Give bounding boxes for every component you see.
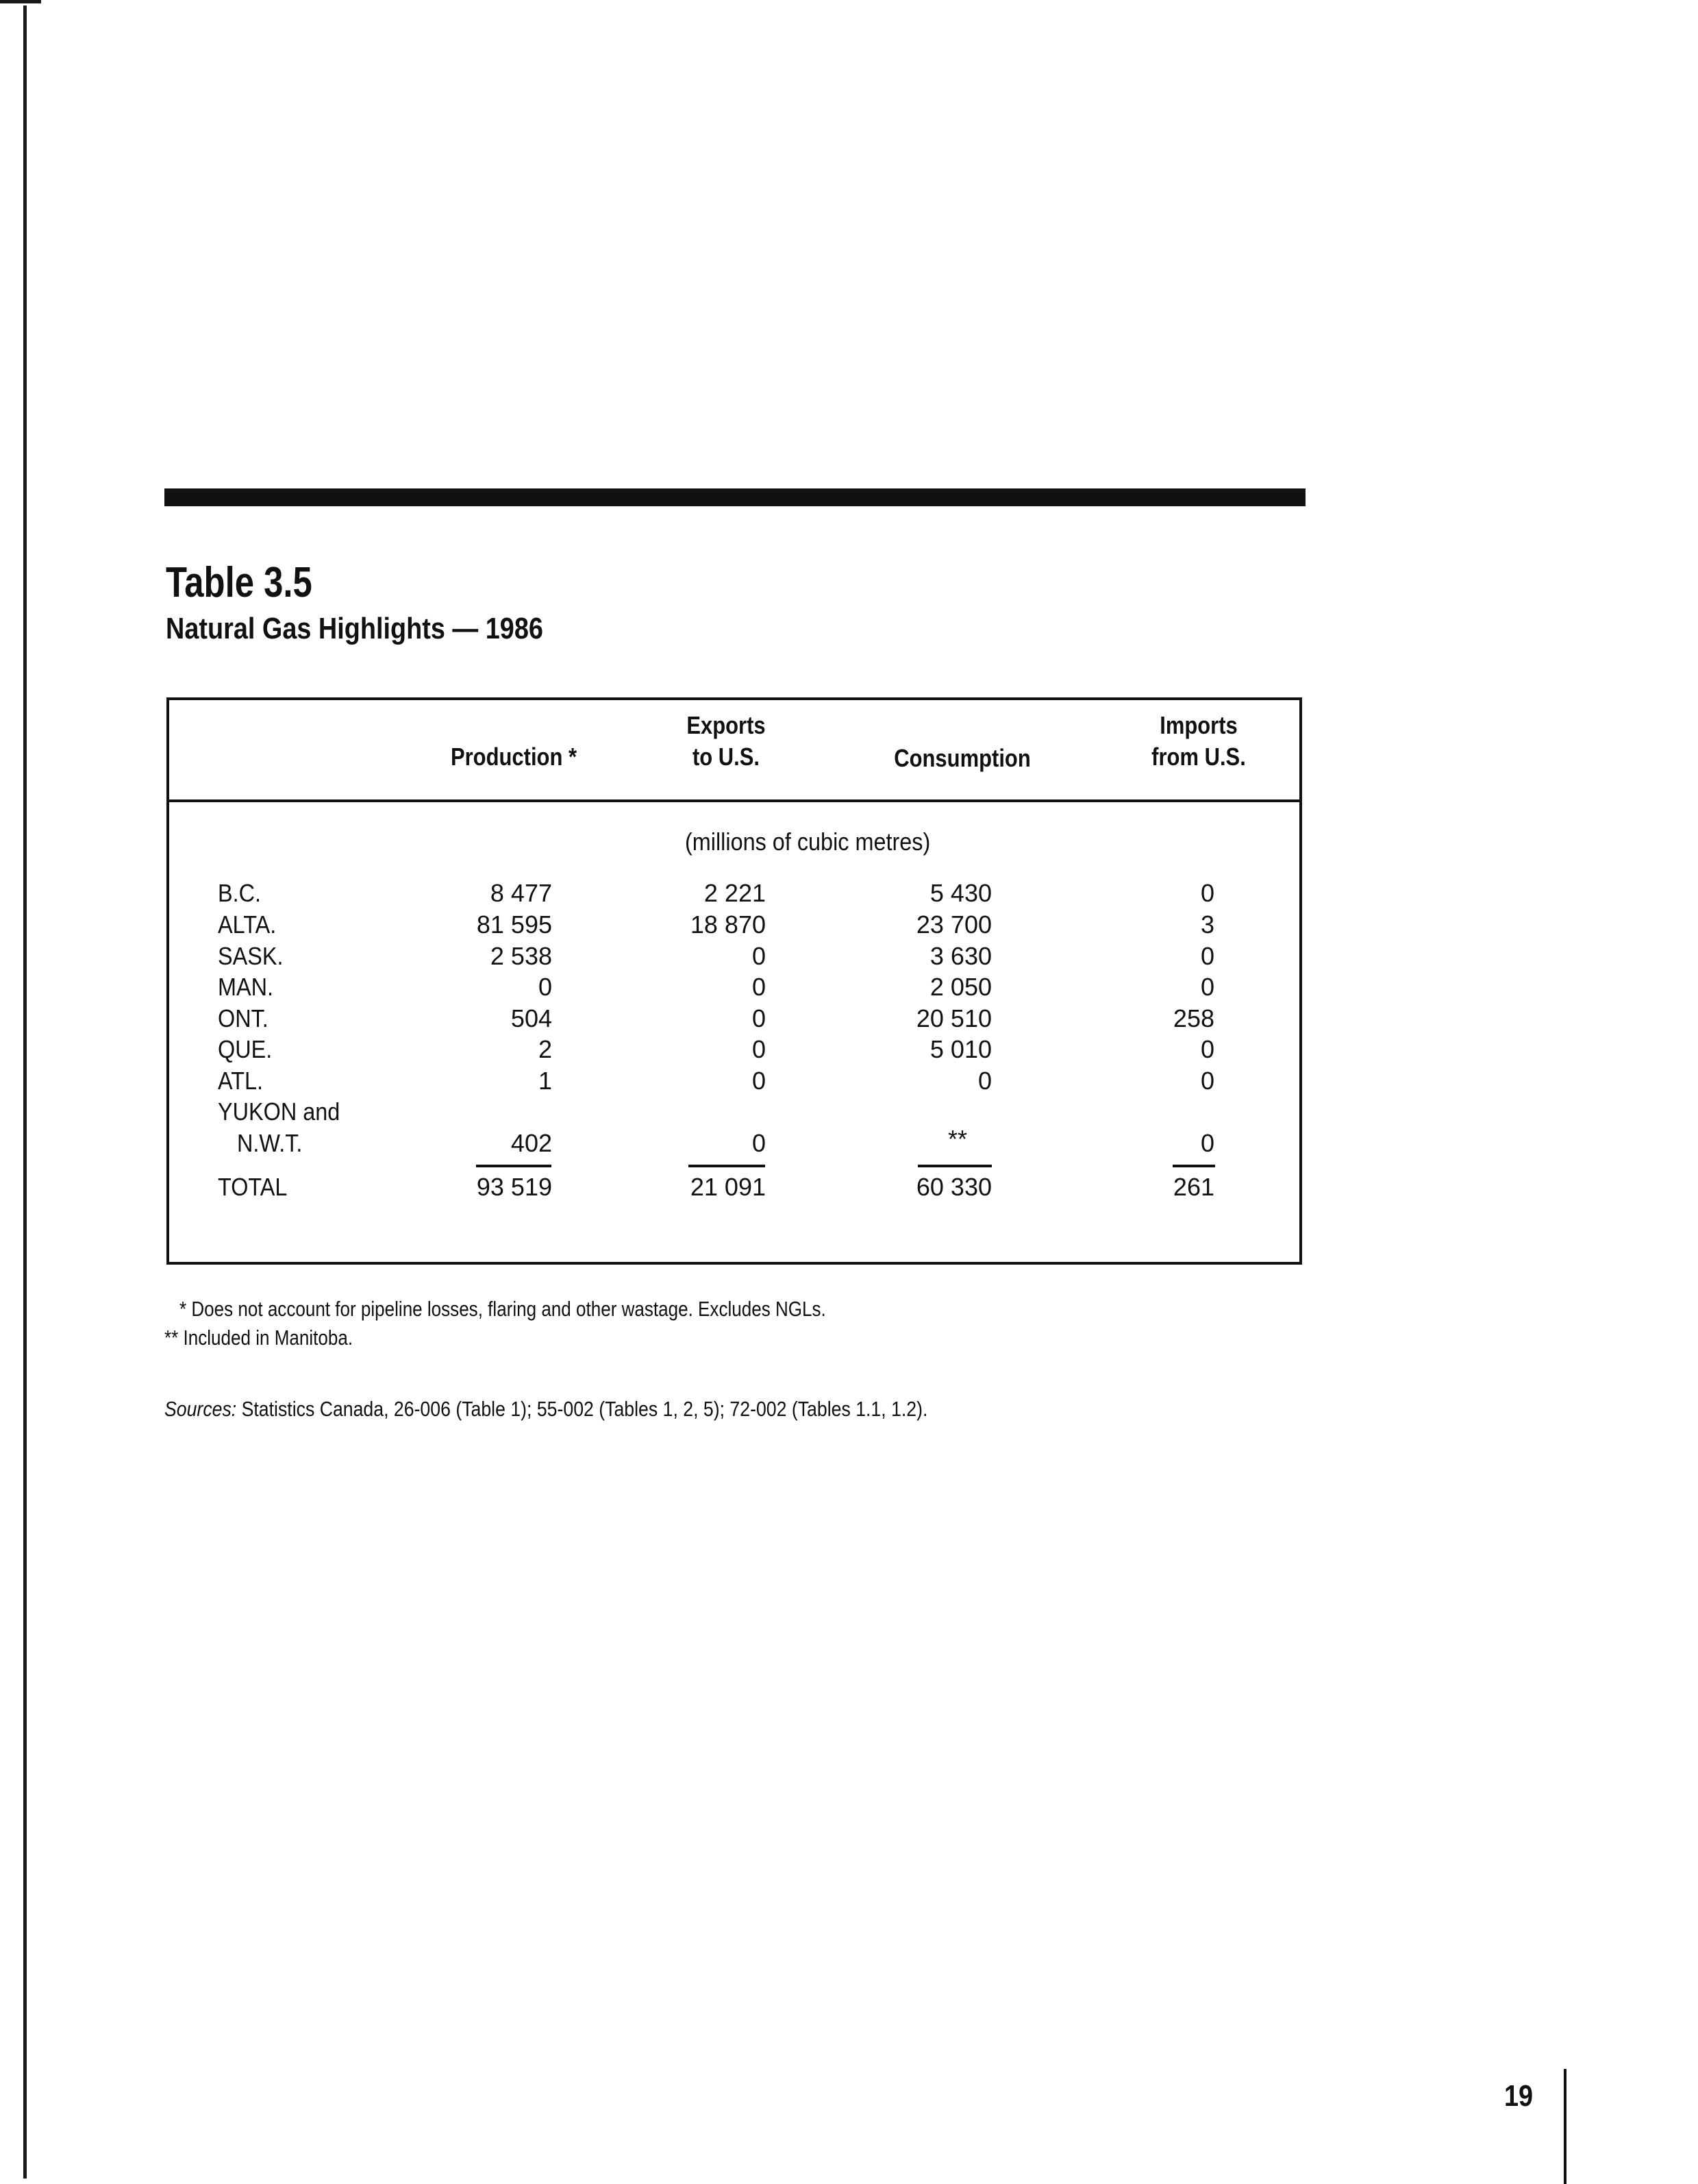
total-label: TOTAL — [218, 1173, 288, 1201]
exports-cell: 0 — [751, 1035, 766, 1063]
production-cell: 2 538 — [490, 942, 552, 970]
imports-cell: 0 — [1200, 879, 1214, 907]
row-label: N.W.T. — [237, 1129, 303, 1157]
header-consumption: Consumption — [894, 744, 1031, 772]
left-margin-rule — [23, 5, 27, 2179]
production-cell: 402 — [510, 1129, 552, 1157]
footnote-single-asterisk: * Does not account for pipeline losses, flaring and other wastage. Excludes NGLs. — [179, 1297, 826, 1321]
exports-cell: 0 — [751, 1129, 766, 1157]
imports-cell: 0 — [1200, 1067, 1214, 1095]
footnote-double-asterisk: ** Included in Manitoba. — [164, 1326, 353, 1350]
exports-cell: 0 — [751, 942, 766, 970]
header-exports-line2: to U.S. — [692, 743, 760, 771]
page-number: 19 — [1504, 2079, 1534, 2113]
exports-cell: 2 221 — [703, 879, 766, 907]
row-label: MAN. — [218, 973, 273, 1001]
consumption-total: 60 330 — [916, 1173, 992, 1201]
consumption-cell: 5 430 — [929, 879, 992, 907]
header-exports-line1: Exports — [686, 711, 766, 739]
sources-label: Sources: — [164, 1397, 237, 1421]
production-cell: 81 595 — [476, 910, 552, 939]
production-cell: 1 — [538, 1067, 552, 1095]
table-number: Table 3.5 — [166, 559, 312, 606]
imports-cell: 258 — [1173, 1004, 1214, 1032]
consumption-cell: 5 010 — [929, 1035, 992, 1063]
consumption-cell: 0 — [977, 1067, 992, 1095]
page-corner-mark — [0, 0, 41, 3]
sources-text: Statistics Canada, 26-006 (Table 1); 55-002 (Tables 1, 2, 5); 72-002 (Tables 1.1, 1.2). — [236, 1397, 928, 1421]
row-label: B.C. — [218, 879, 262, 907]
exports-sum-rule — [688, 1165, 765, 1167]
sources-line — [164, 1397, 927, 1422]
exports-cell: 0 — [751, 973, 766, 1001]
row-label: ATL. — [218, 1067, 264, 1095]
consumption-sum-rule — [918, 1165, 992, 1167]
production-cell: 2 — [538, 1035, 552, 1063]
imports-sum-rule — [1173, 1165, 1215, 1167]
consumption-cell: 3 630 — [929, 942, 992, 970]
production-total: 93 519 — [476, 1173, 552, 1201]
row-label: ONT. — [218, 1004, 269, 1032]
production-cell: 504 — [510, 1004, 552, 1032]
consumption-cell: 2 050 — [929, 973, 992, 1001]
table-header-divider — [166, 799, 1302, 802]
production-cell: 0 — [538, 973, 552, 1001]
header-imports-line2: from U.S. — [1151, 743, 1246, 771]
row-label: ALTA. — [218, 910, 277, 939]
header-imports-line1: Imports — [1160, 711, 1238, 739]
imports-cell: 0 — [1200, 1129, 1214, 1157]
imports-cell: 0 — [1200, 973, 1214, 1001]
imports-cell: 0 — [1200, 1035, 1214, 1063]
exports-cell: 18 870 — [690, 910, 766, 939]
consumption-cell: 20 510 — [916, 1004, 992, 1032]
exports-cell: 0 — [751, 1004, 766, 1032]
right-margin-rule — [1564, 2069, 1566, 2184]
imports-total: 261 — [1173, 1173, 1214, 1201]
row-label: YUKON and — [218, 1097, 340, 1126]
section-header-bar — [164, 488, 1306, 506]
production-cell: 8 477 — [490, 879, 552, 907]
row-label: QUE. — [218, 1035, 273, 1063]
consumption-cell: 23 700 — [916, 910, 992, 939]
table-subtitle: Natural Gas Highlights — 1986 — [166, 612, 543, 645]
imports-cell: 3 — [1200, 910, 1214, 939]
imports-cell: 0 — [1200, 942, 1214, 970]
row-label: SASK. — [218, 942, 284, 970]
exports-total: 21 091 — [690, 1173, 766, 1201]
header-production: Production * — [450, 743, 577, 771]
exports-cell: 0 — [751, 1067, 766, 1095]
consumption-cell: ** — [947, 1125, 968, 1153]
table-units-note: (millions of cubic metres) — [685, 828, 931, 856]
production-sum-rule — [476, 1165, 551, 1167]
